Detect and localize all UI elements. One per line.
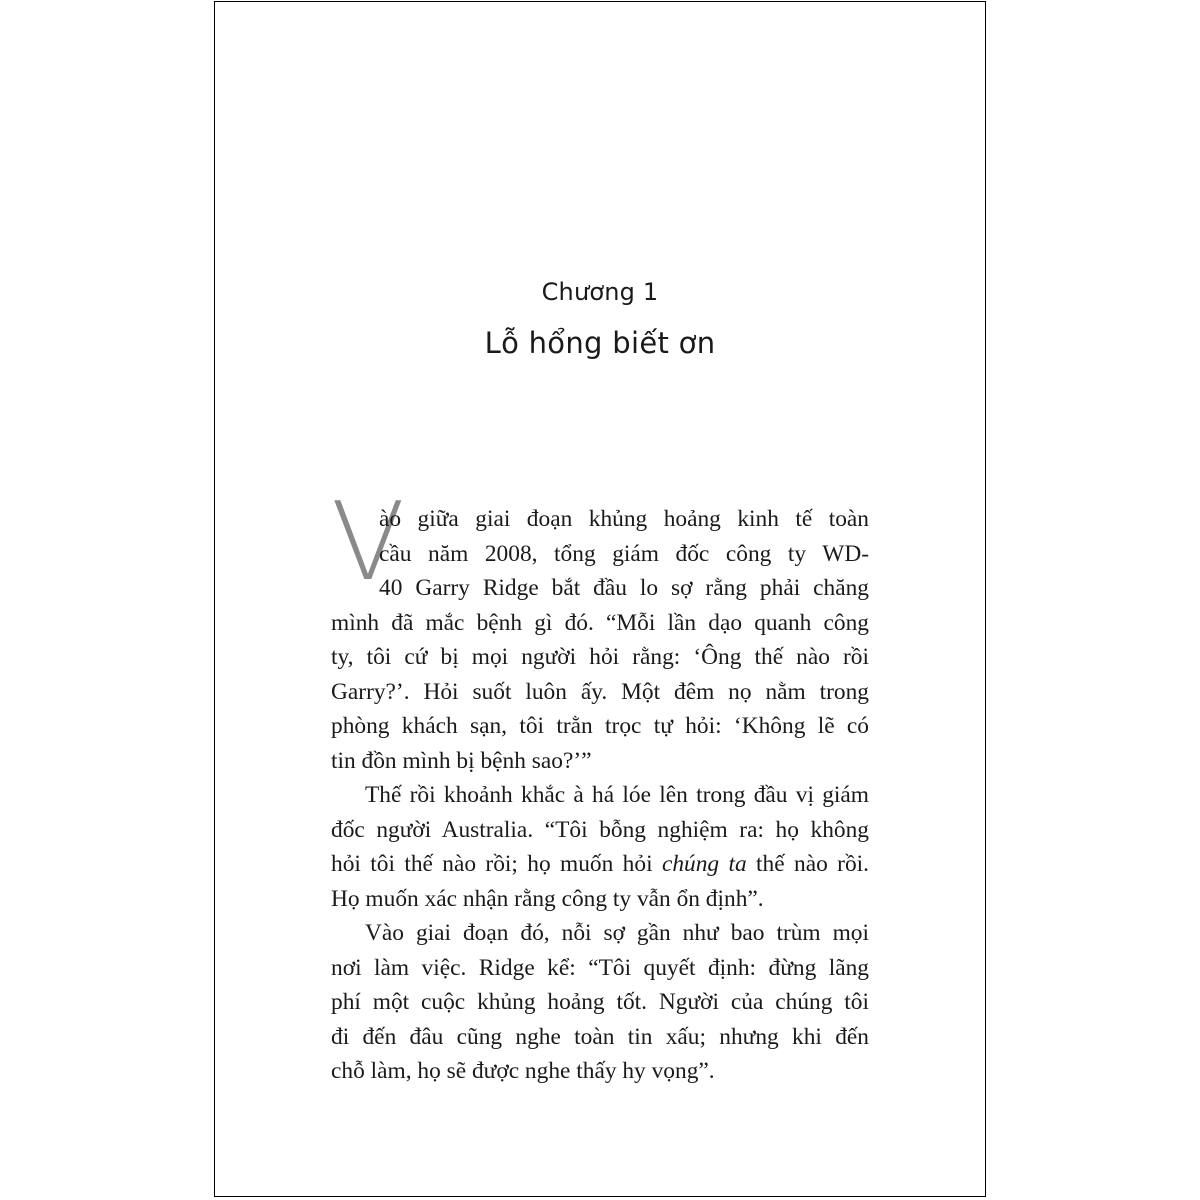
paragraph-3 (331, 916, 869, 1089)
paragraph-2 (331, 778, 869, 916)
paragraph-1 (331, 502, 869, 778)
text-line: mình đã mắc bệnh gì đó. “Mỗi lần dạo quanh công (331, 609, 869, 636)
emphasized-text: chúng ta (661, 851, 747, 877)
text-line: 40 Garry Ridge bắt đầu lo sợ rằng phải chăng (379, 575, 869, 601)
text-line: cầu năm 2008, tổng giám đốc công ty WD- (379, 540, 869, 567)
text-line: phòng khách sạn, tôi trằn trọc tự hỏi: ‘Không lẽ có (331, 713, 869, 739)
book-page (214, 1, 986, 1197)
text-line: tin đồn mình bị bệnh sao?’” (331, 747, 592, 774)
drop-cap: V (331, 480, 405, 605)
chapter-label: Chương 1 (541, 278, 659, 306)
text-line: ty, tôi cứ bị mọi người hỏi rằng: ‘Ông thế nào rồi (331, 644, 869, 670)
chapter-title: Lỗ hổng biết ơn (484, 326, 716, 360)
text-line: chỗ làm, họ sẽ được nghe thấy hy vọng”. (331, 1058, 715, 1084)
text-line: ào giữa giai đoạn khủng hoảng kinh tế toàn (379, 506, 869, 532)
text-line: Vào giai đoạn đó, nỗi sợ gần như bao trùm mọi (365, 920, 869, 946)
body-text (331, 502, 869, 1089)
text-line: phí một cuộc khủng hoảng tốt. Người của chúng tôi (331, 989, 869, 1015)
text-line: đốc người Australia. “Tôi bỗng nghiệm ra: họ không (331, 816, 869, 843)
text-segment: thế nào rồi. (746, 851, 869, 877)
text-segment: hỏi tôi thế nào rồi; họ muốn hỏi (331, 851, 662, 877)
text-line: đi đến đâu cũng nghe toàn tin xấu; nhưng khi đến (331, 1023, 869, 1050)
text-line: Thế rồi khoảnh khắc à há lóe lên trong đầu vị giám (365, 782, 869, 808)
text-line: Họ muốn xác nhận rằng công ty vẫn ổn định”. (331, 885, 764, 912)
text-line: Garry?’. Hỏi suốt luôn ấy. Một đêm nọ nằm trong (331, 678, 869, 705)
text-line: nơi làm việc. Ridge kể: “Tôi quyết định: đừng lãng (331, 954, 869, 981)
text-line (331, 847, 869, 882)
